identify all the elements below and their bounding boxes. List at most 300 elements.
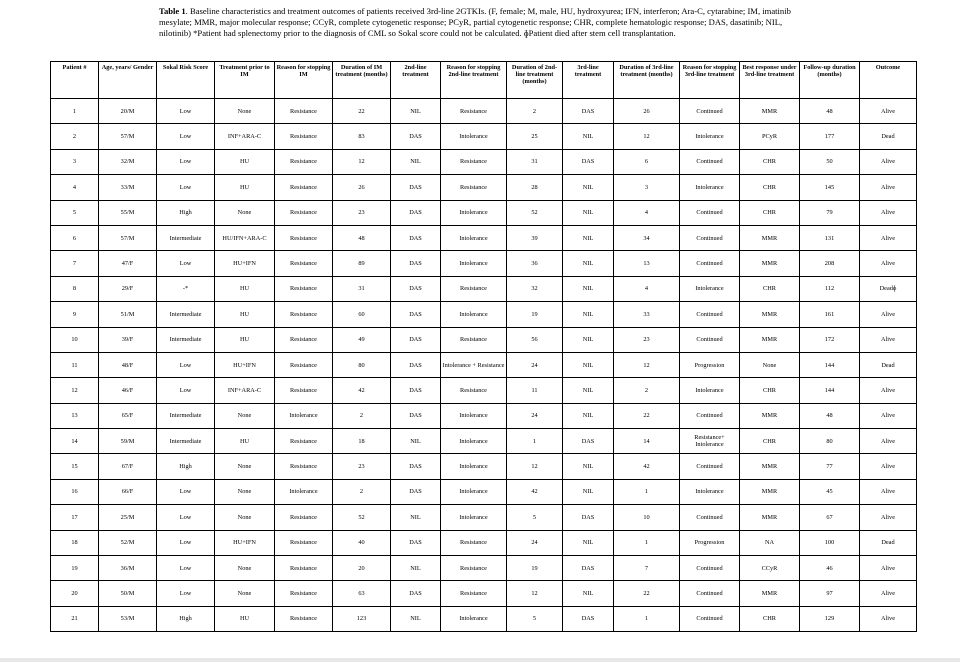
- table-cell: MMR: [740, 581, 800, 606]
- table-cell: 131: [800, 225, 860, 250]
- table-cell: Resistance: [441, 327, 507, 352]
- table-cell: Resistance: [275, 124, 333, 149]
- table-cell: 79: [800, 200, 860, 225]
- table-cell: Intolerance: [680, 276, 740, 301]
- table-cell: HU/IFN+ARA-C: [215, 225, 275, 250]
- table-cell: Alive: [860, 556, 917, 581]
- table-cell: Continued: [680, 505, 740, 530]
- table-cell: DAS: [391, 225, 441, 250]
- table-cell: Resistance: [275, 276, 333, 301]
- table-cell: Intolerance: [441, 429, 507, 454]
- table-row: [51, 225, 917, 250]
- table-cell: MMR: [740, 505, 800, 530]
- table-cell: Low: [157, 556, 215, 581]
- table-cell: Resistance: [275, 302, 333, 327]
- table-cell: 20/M: [99, 99, 157, 124]
- table-cell: NIL: [391, 606, 441, 631]
- table-cell: 29/F: [99, 276, 157, 301]
- table-cell: 161: [800, 302, 860, 327]
- table-cell: None: [215, 479, 275, 504]
- table-cell: Continued: [680, 454, 740, 479]
- table-cell: 23: [614, 327, 680, 352]
- table-cell: 6: [51, 225, 99, 250]
- table-cell: Resistance: [275, 556, 333, 581]
- table-cell: 39: [507, 225, 563, 250]
- table-cell: 31: [507, 149, 563, 174]
- table-cell: Continued: [680, 225, 740, 250]
- table-cell: High: [157, 454, 215, 479]
- table-cell: Intermediate: [157, 429, 215, 454]
- table-cell: High: [157, 606, 215, 631]
- table-cell: 19: [507, 556, 563, 581]
- table-cell: 14: [51, 429, 99, 454]
- table-cell: 8: [51, 276, 99, 301]
- table-cell: NIL: [563, 200, 614, 225]
- table-cell: Dead: [860, 530, 917, 555]
- table-row: [51, 606, 917, 631]
- table-cell: DAS: [391, 352, 441, 377]
- table-cell: Continued: [680, 251, 740, 276]
- column-header: 2nd-line treatment: [391, 62, 441, 99]
- table-cell: 36/M: [99, 556, 157, 581]
- table-cell: Resistance: [275, 327, 333, 352]
- caption-label: Table 1: [159, 6, 186, 16]
- table-cell: Alive: [860, 606, 917, 631]
- table-cell: 2: [333, 403, 391, 428]
- table-cell: Resistance: [275, 149, 333, 174]
- table-cell: Intolerance: [275, 403, 333, 428]
- table-row: [51, 530, 917, 555]
- table-cell: Intolerance: [680, 378, 740, 403]
- table-cell: 34: [614, 225, 680, 250]
- table-row: [51, 454, 917, 479]
- table-cell: Intermediate: [157, 403, 215, 428]
- table-cell: 42: [614, 454, 680, 479]
- table-cell: 145: [800, 175, 860, 200]
- table-cell: Alive: [860, 327, 917, 352]
- table-cell: 50: [800, 149, 860, 174]
- table-cell: DAS: [391, 378, 441, 403]
- table-cell: CHR: [740, 200, 800, 225]
- table-cell: Alive: [860, 505, 917, 530]
- table-cell: Continued: [680, 403, 740, 428]
- table-cell: 12: [614, 124, 680, 149]
- table-cell: 208: [800, 251, 860, 276]
- table-cell: NIL: [391, 556, 441, 581]
- table-cell: Alive: [860, 149, 917, 174]
- table-row: [51, 327, 917, 352]
- table-cell: DAS: [391, 124, 441, 149]
- table-cell: Intolerance: [680, 479, 740, 504]
- table-cell: DAS: [563, 149, 614, 174]
- table-cell: Resistance: [441, 581, 507, 606]
- table-cell: 63: [333, 581, 391, 606]
- table-cell: 2: [614, 378, 680, 403]
- table-row: [51, 479, 917, 504]
- table-cell: 1: [614, 530, 680, 555]
- table-cell: Resistance: [275, 99, 333, 124]
- table-cell: Low: [157, 505, 215, 530]
- table-cell: 12: [614, 352, 680, 377]
- table-row: [51, 505, 917, 530]
- table-cell: Intolerance: [441, 251, 507, 276]
- table-cell: 48/F: [99, 352, 157, 377]
- table-cell: 20: [51, 581, 99, 606]
- table-cell: CCyR: [740, 556, 800, 581]
- table-cell: NIL: [563, 352, 614, 377]
- table-cell: Resistance: [441, 175, 507, 200]
- table-cell: Alive: [860, 200, 917, 225]
- table-cell: Low: [157, 352, 215, 377]
- table-cell: 1: [614, 606, 680, 631]
- column-header: Duration of 3rd-line treatment (months): [614, 62, 680, 99]
- table-cell: Low: [157, 251, 215, 276]
- table-row: [51, 378, 917, 403]
- table-cell: NIL: [391, 149, 441, 174]
- table-cell: NIL: [563, 403, 614, 428]
- table-cell: 9: [51, 302, 99, 327]
- table-cell: 39/F: [99, 327, 157, 352]
- table-cell: 7: [614, 556, 680, 581]
- column-header: Best response under 3rd-line treatment: [740, 62, 800, 99]
- table-cell: 28: [507, 175, 563, 200]
- table-cell: NIL: [391, 505, 441, 530]
- table-cell: 6: [614, 149, 680, 174]
- table-cell: Resistance: [275, 505, 333, 530]
- table-cell: Resistance: [275, 175, 333, 200]
- table-cell: 33/M: [99, 175, 157, 200]
- table-cell: None: [215, 581, 275, 606]
- table-cell: Low: [157, 124, 215, 149]
- table-cell: Alive: [860, 175, 917, 200]
- table-cell: 22: [614, 403, 680, 428]
- column-header: Sokal Risk Score: [157, 62, 215, 99]
- table-cell: CHR: [740, 175, 800, 200]
- table-cell: Intolerance: [441, 454, 507, 479]
- table-cell: 172: [800, 327, 860, 352]
- table-cell: Resistance: [441, 99, 507, 124]
- table-cell: 3: [614, 175, 680, 200]
- table-cell: 45: [800, 479, 860, 504]
- table-cell: 15: [51, 454, 99, 479]
- caption-text: . Baseline characteristics and treatment outcomes of patients received 3rd-line 2GTKIs. (F, female; M, male, HU, hydroxyurea; IFN, interferon; Ara-C, cytarabine; IM, imatinib mesylate; MMR, major molecular response; CCyR, complete cytogenetic response; PCyR, partial cytogenetic response; CHR, complete hematologic response; DAS, dasatinib; NIL, nilotinib) *Patient had splenectomy prior to the diagnosis of CML so Sokal score could not be calculated. ɸPatient died after stem cell transplantation.: [159, 6, 791, 39]
- table-cell: Continued: [680, 99, 740, 124]
- table-cell: Resistance: [275, 352, 333, 377]
- table-cell: 19: [51, 556, 99, 581]
- table-cell: 13: [51, 403, 99, 428]
- table-cell: 18: [333, 429, 391, 454]
- table-cell: High: [157, 200, 215, 225]
- table-cell: Resistance: [275, 378, 333, 403]
- table-row: [51, 352, 917, 377]
- table-cell: DAS: [391, 276, 441, 301]
- table-cell: 56: [507, 327, 563, 352]
- table-cell: 23: [333, 200, 391, 225]
- table-cell: Intolerance: [680, 124, 740, 149]
- table-cell: 57/M: [99, 225, 157, 250]
- table-cell: NIL: [563, 251, 614, 276]
- table-cell: MMR: [740, 327, 800, 352]
- table-cell: 10: [51, 327, 99, 352]
- table-cell: None: [215, 200, 275, 225]
- table-cell: 24: [507, 530, 563, 555]
- table-cell: DAS: [563, 606, 614, 631]
- table-row: [51, 302, 917, 327]
- table-cell: 123: [333, 606, 391, 631]
- table-cell: 59/M: [99, 429, 157, 454]
- table-cell: 12: [507, 454, 563, 479]
- table-cell: Intolerance: [441, 403, 507, 428]
- table-cell: Continued: [680, 200, 740, 225]
- table-cell: 53/M: [99, 606, 157, 631]
- table-cell: 47/F: [99, 251, 157, 276]
- table-cell: 52/M: [99, 530, 157, 555]
- table-cell: 19: [507, 302, 563, 327]
- table-cell: 1: [51, 99, 99, 124]
- table-cell: 52: [333, 505, 391, 530]
- table-cell: Low: [157, 149, 215, 174]
- table-cell: 23: [333, 454, 391, 479]
- table-cell: 48: [333, 225, 391, 250]
- table-cell: 57/M: [99, 124, 157, 149]
- table-cell: Intermediate: [157, 327, 215, 352]
- table-cell: 112: [800, 276, 860, 301]
- table-cell: DAS: [391, 302, 441, 327]
- page-bottom-edge: [0, 658, 960, 662]
- table-cell: 4: [614, 200, 680, 225]
- table-cell: 67: [800, 505, 860, 530]
- table-cell: HU: [215, 175, 275, 200]
- table-cell: 33: [614, 302, 680, 327]
- table-row: [51, 175, 917, 200]
- table-cell: Intolerance: [441, 606, 507, 631]
- table-cell: 52: [507, 200, 563, 225]
- table-cell: Resistance: [275, 251, 333, 276]
- table-cell: HU: [215, 429, 275, 454]
- table-row: [51, 251, 917, 276]
- table-cell: Low: [157, 175, 215, 200]
- table-cell: 10: [614, 505, 680, 530]
- column-header: 3rd-line treatment: [563, 62, 614, 99]
- table-cell: MMR: [740, 302, 800, 327]
- table-cell: Low: [157, 99, 215, 124]
- table-cell: HU: [215, 302, 275, 327]
- table-cell: HU: [215, 276, 275, 301]
- column-header: Reason for stopping IM: [275, 62, 333, 99]
- table-cell: Low: [157, 581, 215, 606]
- table-cell: NIL: [563, 327, 614, 352]
- table-cell: Resistance+ Intolerance: [680, 429, 740, 454]
- table-cell: 14: [614, 429, 680, 454]
- table-cell: CHR: [740, 429, 800, 454]
- table-caption: [159, 6, 804, 40]
- table-cell: 65/F: [99, 403, 157, 428]
- table-cell: 11: [507, 378, 563, 403]
- table-cell: MMR: [740, 403, 800, 428]
- table-header-row: [51, 62, 917, 99]
- table-cell: 80: [333, 352, 391, 377]
- table-cell: None: [215, 99, 275, 124]
- table-cell: Dead: [860, 352, 917, 377]
- table-cell: NIL: [563, 175, 614, 200]
- table-row: [51, 556, 917, 581]
- table-cell: Resistance: [441, 378, 507, 403]
- table-cell: 1: [507, 429, 563, 454]
- table-cell: 48: [800, 403, 860, 428]
- table-cell: Intolerance: [441, 479, 507, 504]
- table-cell: Alive: [860, 581, 917, 606]
- table-cell: Intermediate: [157, 302, 215, 327]
- table-cell: None: [215, 556, 275, 581]
- table-cell: HU: [215, 606, 275, 631]
- table-cell: 26: [614, 99, 680, 124]
- table-cell: Intermediate: [157, 225, 215, 250]
- table-cell: DAS: [391, 479, 441, 504]
- column-header: Follow-up duration (months): [800, 62, 860, 99]
- table-cell: Resistance: [275, 581, 333, 606]
- table-cell: Resistance: [275, 530, 333, 555]
- table-cell: Progression: [680, 530, 740, 555]
- table-cell: Alive: [860, 454, 917, 479]
- table-cell: Progression: [680, 352, 740, 377]
- table-cell: 12: [51, 378, 99, 403]
- table-cell: NIL: [563, 479, 614, 504]
- table-row: [51, 200, 917, 225]
- column-header: Age, years/ Gender: [99, 62, 157, 99]
- table-cell: Low: [157, 378, 215, 403]
- column-header: Outcome: [860, 62, 917, 99]
- table-cell: 25/M: [99, 505, 157, 530]
- table-cell: HU+IFN: [215, 251, 275, 276]
- table-cell: Resistance: [275, 200, 333, 225]
- table-cell: Continued: [680, 606, 740, 631]
- table-cell: 32/M: [99, 149, 157, 174]
- table-cell: 7: [51, 251, 99, 276]
- table-cell: MMR: [740, 99, 800, 124]
- table-cell: MMR: [740, 479, 800, 504]
- table-cell: 22: [614, 581, 680, 606]
- table-cell: 177: [800, 124, 860, 149]
- table-cell: 36: [507, 251, 563, 276]
- table-cell: 21: [51, 606, 99, 631]
- column-header: Reason for stopping 2nd-line treatment: [441, 62, 507, 99]
- table-body: [51, 99, 917, 632]
- table-cell: DAS: [391, 251, 441, 276]
- table-cell: None: [215, 454, 275, 479]
- table-cell: DAS: [391, 454, 441, 479]
- table-cell: 24: [507, 403, 563, 428]
- table-cell: 67/F: [99, 454, 157, 479]
- table-cell: Resistance: [275, 606, 333, 631]
- table-cell: 11: [51, 352, 99, 377]
- table-cell: INF+ARA-C: [215, 378, 275, 403]
- table-cell: Intolerance: [441, 124, 507, 149]
- table-cell: 144: [800, 378, 860, 403]
- table-row: [51, 581, 917, 606]
- table-cell: DAS: [563, 556, 614, 581]
- column-header: Duration of IM treatment (months): [333, 62, 391, 99]
- table-cell: 49: [333, 327, 391, 352]
- table-cell: Alive: [860, 225, 917, 250]
- table-cell: Continued: [680, 581, 740, 606]
- table-cell: 5: [507, 606, 563, 631]
- table-cell: 40: [333, 530, 391, 555]
- table-cell: 31: [333, 276, 391, 301]
- table-cell: DAS: [391, 200, 441, 225]
- table-cell: None: [215, 403, 275, 428]
- table-cell: MMR: [740, 454, 800, 479]
- table-cell: DAS: [563, 99, 614, 124]
- table-cell: Resistance: [275, 225, 333, 250]
- table-cell: 83: [333, 124, 391, 149]
- table-cell: Intolerance: [441, 302, 507, 327]
- table-row: [51, 149, 917, 174]
- table-cell: NIL: [391, 429, 441, 454]
- table-cell: 20: [333, 556, 391, 581]
- table-cell: 77: [800, 454, 860, 479]
- table-cell: 55/M: [99, 200, 157, 225]
- table-cell: 89: [333, 251, 391, 276]
- table-cell: CHR: [740, 606, 800, 631]
- table-cell: Continued: [680, 302, 740, 327]
- table-cell: NIL: [563, 225, 614, 250]
- table-cell: 80: [800, 429, 860, 454]
- table-cell: NIL: [563, 302, 614, 327]
- table-cell: Alive: [860, 378, 917, 403]
- table-cell: 25: [507, 124, 563, 149]
- table-cell: 3: [51, 149, 99, 174]
- table-cell: 12: [333, 149, 391, 174]
- table-cell: NIL: [563, 581, 614, 606]
- table-cell: 42: [333, 378, 391, 403]
- table-cell: Alive: [860, 479, 917, 504]
- table-cell: Alive: [860, 403, 917, 428]
- table-cell: Resistance: [441, 556, 507, 581]
- table-cell: Intolerance: [680, 175, 740, 200]
- table-cell: Alive: [860, 429, 917, 454]
- table-cell: PCyR: [740, 124, 800, 149]
- table-cell: Intolerance + Resistance: [441, 352, 507, 377]
- table-row: [51, 429, 917, 454]
- table-cell: CHR: [740, 276, 800, 301]
- table-cell: NIL: [563, 530, 614, 555]
- table-cell: 5: [51, 200, 99, 225]
- table-cell: 2: [333, 479, 391, 504]
- table-cell: Resistance: [441, 149, 507, 174]
- table-cell: 32: [507, 276, 563, 301]
- table-cell: INF+ARA-C: [215, 124, 275, 149]
- table-cell: Resistance: [275, 429, 333, 454]
- table-cell: HU+IFN: [215, 530, 275, 555]
- table-cell: CHR: [740, 378, 800, 403]
- table-row: [51, 276, 917, 301]
- table-cell: 1: [614, 479, 680, 504]
- table-cell: Intolerance: [441, 225, 507, 250]
- table-cell: Resistance: [275, 454, 333, 479]
- table-cell: 46/F: [99, 378, 157, 403]
- table-cell: 97: [800, 581, 860, 606]
- table-cell: Alive: [860, 302, 917, 327]
- table-cell: HU: [215, 327, 275, 352]
- table-cell: 144: [800, 352, 860, 377]
- table-cell: MMR: [740, 251, 800, 276]
- table-row: [51, 403, 917, 428]
- table-cell: HU: [215, 149, 275, 174]
- table-cell: Resistance: [441, 276, 507, 301]
- table-cell: NA: [740, 530, 800, 555]
- table-cell: 42: [507, 479, 563, 504]
- table-cell: None: [740, 352, 800, 377]
